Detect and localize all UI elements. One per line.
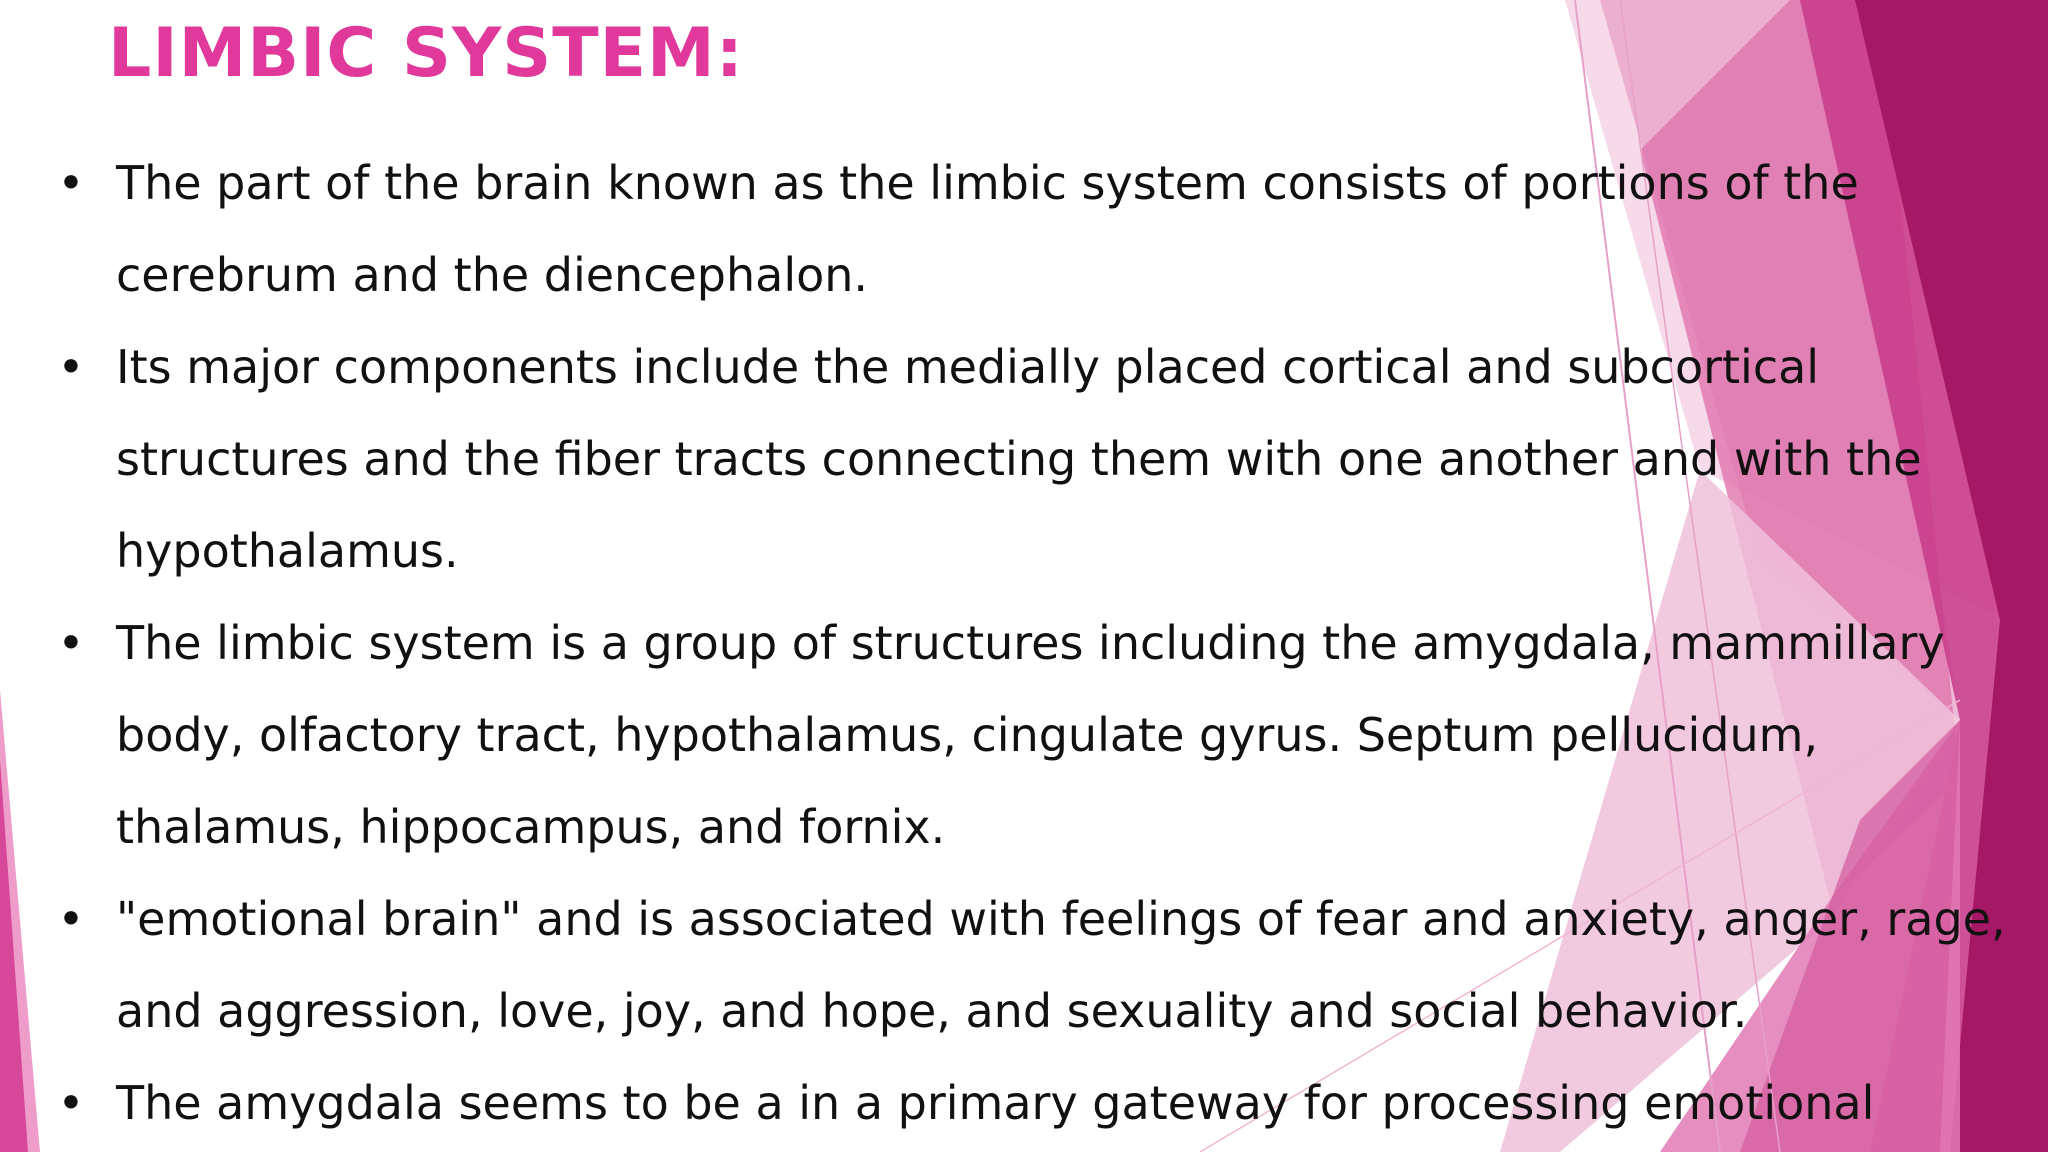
bullet-line: Its major components include the medially placed cortical and subcortical <box>116 340 1820 394</box>
bullet-list <box>56 137 2016 1149</box>
slide-title: LIMBIC SYSTEM: <box>108 14 744 93</box>
bullet-line: The limbic system is a group of structures including the amygdala, mammillary <box>116 616 1945 670</box>
bullet-dot-icon: • <box>57 156 85 210</box>
bullet-item <box>56 597 2016 873</box>
bullet-dot-icon: • <box>57 892 85 946</box>
bullet-dot-icon: • <box>57 340 85 394</box>
bullet-item <box>56 1057 2016 1149</box>
bullet-line: body, olfactory tract, hypothalamus, cingulate gyrus. Septum pellucidum, <box>116 708 1819 762</box>
bullet-line: hypothalamus. <box>116 524 459 578</box>
bullet-item <box>56 321 2016 597</box>
bullet-line: and aggression, love, joy, and hope, and sexuality and social behavior. <box>116 984 1748 1038</box>
bullet-line: "emotional brain" and is associated with feelings of fear and anxiety, anger, rage, <box>116 892 2006 946</box>
bullet-line: The amygdala seems to be a in a primary gateway for processing emotional <box>116 1076 1875 1130</box>
bullet-item <box>56 137 2016 321</box>
bullet-line: thalamus, hippocampus, and fornix. <box>116 800 946 854</box>
bullet-dot-icon: • <box>57 1076 85 1130</box>
bullet-item <box>56 873 2016 1057</box>
bullet-line: structures and the fiber tracts connecting them with one another and with the <box>116 432 1922 486</box>
bullet-line: cerebrum and the diencephalon. <box>116 248 869 302</box>
bullet-dot-icon: • <box>57 616 85 670</box>
bullet-line: The part of the brain known as the limbic system consists of portions of the <box>116 156 1859 210</box>
